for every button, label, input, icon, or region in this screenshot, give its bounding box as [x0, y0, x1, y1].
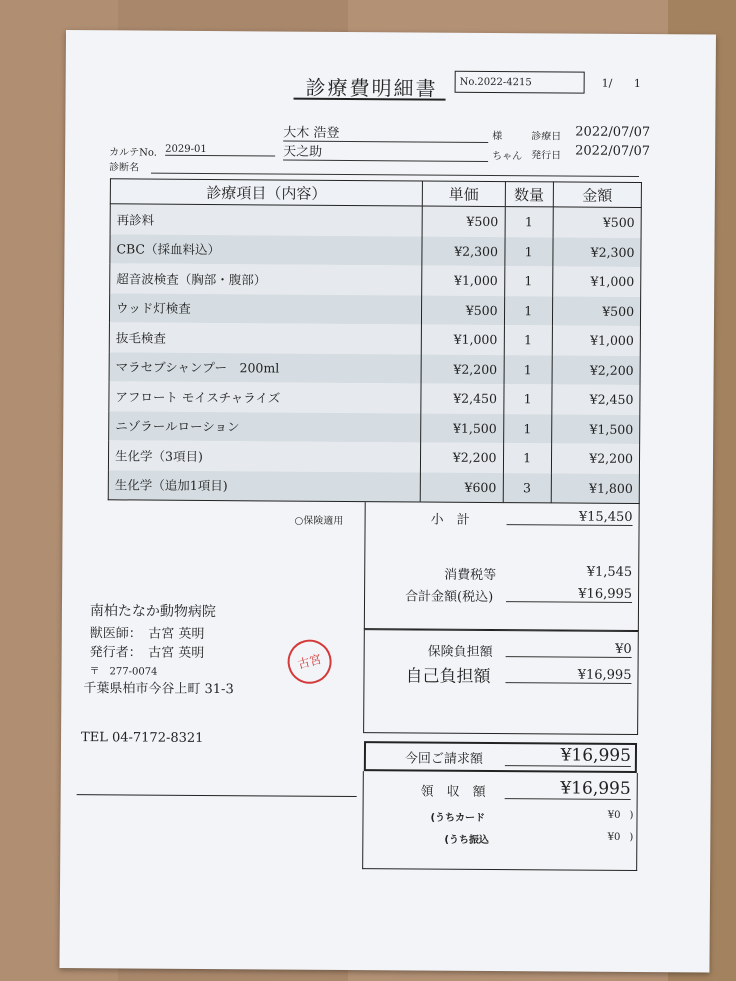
item-name: 抜毛検査 — [109, 322, 421, 354]
quantity: 1 — [505, 207, 553, 237]
transfer-close: ) — [629, 831, 634, 843]
table-row — [109, 322, 640, 355]
unit-price: ¥1,000 — [422, 265, 505, 295]
table-row — [108, 470, 639, 504]
clinic-phone: TEL 04-7172-8321 — [81, 730, 204, 746]
owner-suffix: 様 — [492, 130, 503, 143]
vet-name: 獣医師： 古宮 英明 — [89, 626, 205, 642]
karte-number: 2029-01 — [165, 144, 275, 157]
signature-line — [77, 794, 357, 797]
column-header-quantity: 数量 — [505, 182, 553, 207]
transfer-label: (うち振込 — [444, 834, 489, 846]
unit-price: ¥500 — [422, 295, 505, 325]
visit-date-label: 診療日 — [531, 131, 562, 143]
unit-price: ¥2,200 — [421, 354, 504, 384]
table-row — [109, 293, 640, 326]
received-label: 領 収 額 — [420, 784, 486, 800]
insurance-label: 保険負担額 — [427, 644, 493, 660]
amount: ¥500 — [553, 207, 641, 238]
pet-name: 天之助 — [283, 141, 488, 162]
card-close: ) — [629, 809, 634, 821]
unit-price: ¥600 — [420, 472, 503, 503]
karte-label: カルテNo. — [109, 147, 157, 159]
item-name: 生化学（追加1項目) — [108, 470, 420, 502]
total-value: ¥16,995 — [506, 586, 632, 603]
unit-price: ¥2,300 — [422, 236, 505, 266]
self-pay-label: 自己負担額 — [405, 666, 491, 687]
diagnosis-label: 診断名 — [109, 162, 140, 174]
pet-suffix: ちゃん — [492, 150, 523, 163]
item-name: CBC（採血料込） — [110, 234, 422, 266]
insurance-value: ¥0 — [506, 641, 632, 658]
invoice-sheet — [59, 30, 716, 973]
visit-date: 2022/07/07 — [575, 124, 651, 141]
page-indicator — [602, 77, 641, 90]
amount: ¥1,800 — [551, 473, 639, 504]
subtotal-value: ¥15,450 — [507, 509, 633, 526]
total-label: 合計金額(税込) — [404, 589, 494, 605]
clinic-name: 南柏たなか動物病院 — [89, 603, 216, 621]
tax-label: 消費税等 — [444, 567, 497, 584]
item-name: 生化学（3項目) — [108, 440, 420, 472]
self-pay-value: ¥16,995 — [505, 667, 631, 684]
issue-date: 2022/07/07 — [575, 143, 651, 160]
unit-price: ¥2,450 — [421, 383, 504, 413]
quantity: 3 — [503, 473, 551, 503]
column-header-unit-price: 単価 — [422, 181, 505, 207]
amount: ¥1,000 — [552, 266, 640, 296]
page-current: 1/ — [601, 76, 613, 90]
item-name: アフロート モイスチャライズ — [109, 381, 421, 413]
quantity: 1 — [504, 355, 552, 385]
amount: ¥1,000 — [552, 325, 640, 355]
unit-price: ¥2,200 — [421, 442, 504, 472]
subtotal-label: 小 計 — [430, 512, 470, 528]
table-header-row — [110, 179, 641, 208]
received-value: ¥16,995 — [505, 778, 631, 800]
table-row — [110, 263, 641, 296]
item-name: 再診料 — [110, 204, 422, 236]
quantity: 1 — [504, 296, 552, 326]
unit-price: ¥500 — [422, 206, 505, 237]
owner-name: 大木 浩登 — [283, 122, 488, 143]
item-name: ニゾラールローション — [109, 411, 421, 443]
table-row — [109, 352, 640, 385]
clinic-address: 千葉県柏市今谷上町 31-3 — [83, 681, 234, 698]
card-label: (うちカード — [430, 812, 486, 824]
card-value: ¥0 — [607, 809, 621, 821]
document-title: 診療費明細書 — [305, 75, 438, 101]
item-name: 超音波検査（胸部・腹部） — [110, 263, 422, 295]
billing-label: 今回ご請求額 — [404, 751, 483, 767]
quantity: 1 — [504, 325, 552, 355]
column-header-amount: 金額 — [553, 182, 641, 208]
amount: ¥2,200 — [551, 443, 639, 473]
insurance-note: ○保険適用 — [294, 515, 344, 527]
page-total: 1 — [633, 76, 641, 91]
billing-value: ¥16,995 — [505, 745, 631, 767]
unit-price: ¥1,500 — [421, 413, 504, 443]
clinic-seal-stamp: 古宮 — [283, 635, 337, 689]
postal-code: 〒 277-0074 — [89, 666, 158, 678]
column-header-item: 診療項目（内容） — [110, 179, 422, 206]
quantity: 1 — [504, 266, 552, 296]
table-row — [110, 204, 641, 238]
document-number: No.2022-4215 — [455, 71, 585, 94]
item-name: マラセブシャンプー 200ml — [109, 352, 421, 384]
table-row — [109, 411, 640, 444]
items-table — [108, 178, 642, 504]
unit-price: ¥1,000 — [421, 324, 504, 354]
issue-date-label: 発行日 — [531, 150, 562, 162]
quantity: 1 — [504, 237, 552, 267]
issuer-name: 発行者： 古宮 英明 — [89, 645, 205, 661]
table-row — [108, 440, 639, 473]
quantity: 1 — [503, 384, 551, 414]
amount: ¥500 — [552, 296, 640, 326]
tax-value: ¥1,545 — [586, 564, 633, 580]
item-name: ウッド灯検査 — [109, 293, 421, 325]
transfer-value: ¥0 — [607, 831, 621, 843]
table-row — [109, 381, 640, 414]
amount: ¥1,500 — [551, 414, 639, 444]
quantity: 1 — [503, 443, 551, 473]
amount: ¥2,300 — [553, 237, 641, 267]
table-row — [110, 234, 641, 267]
quantity: 1 — [503, 414, 551, 444]
amount: ¥2,450 — [552, 384, 640, 414]
amount: ¥2,200 — [552, 355, 640, 385]
diagnosis-line — [151, 173, 639, 177]
